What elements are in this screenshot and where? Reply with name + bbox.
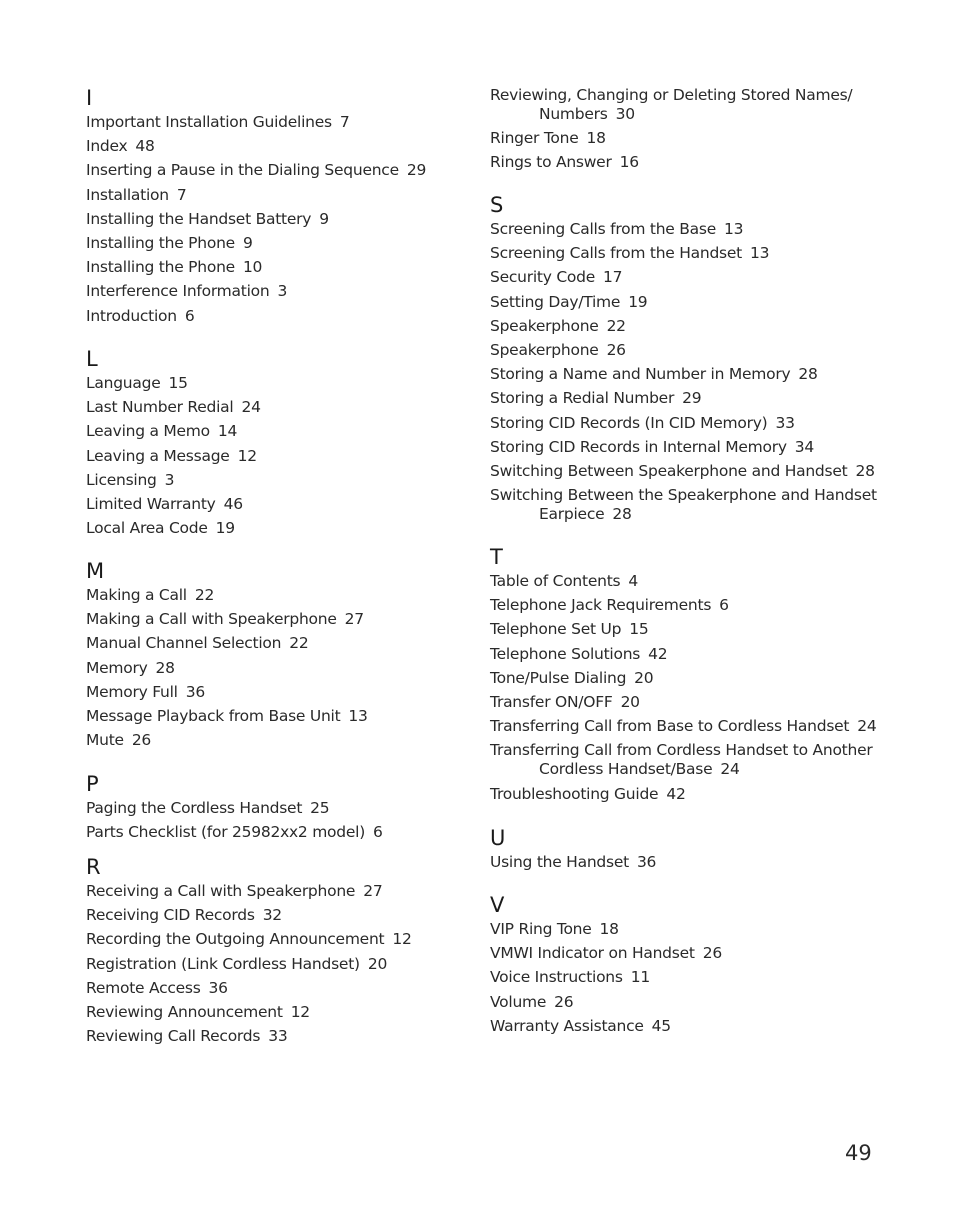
index-entry-topic: Introduction xyxy=(86,306,177,325)
index-entry-topic: Limited Warranty xyxy=(86,494,216,513)
index-entry xyxy=(490,128,852,148)
index-entry-topic: Storing CID Records in Internal Memory xyxy=(490,437,787,456)
index-entry-page: 6 xyxy=(373,823,383,842)
index-entry xyxy=(86,633,368,653)
index-entry-topic: Making a Call with Speakerphone xyxy=(86,610,337,629)
index-entry-page: 36 xyxy=(636,853,657,871)
index-entry-page: 22 xyxy=(606,316,626,335)
index-entry-topic: Remote Access xyxy=(86,978,201,997)
index-entry-continuation xyxy=(490,105,852,124)
index-entry xyxy=(86,798,383,818)
index-entry-topic: Index xyxy=(86,137,128,156)
index-entry xyxy=(490,316,877,336)
index-section-t xyxy=(490,545,877,808)
index-entry-topic: Storing a Redial Number xyxy=(490,389,675,408)
index-entry-page: 20 xyxy=(367,954,388,973)
index-entry-topic: Installing the Phone xyxy=(86,258,235,277)
index-entry xyxy=(86,978,412,998)
index-letter-heading: U xyxy=(490,826,506,850)
index-entry-page: 7 xyxy=(339,113,350,131)
index-entry-page: 25 xyxy=(310,799,330,817)
index-section-p xyxy=(86,772,383,846)
index-entry-page: 10 xyxy=(242,258,263,277)
index-entry xyxy=(86,281,426,301)
index-entry xyxy=(490,219,877,239)
index-entry-topic: Switching Between Speakerphone and Handset xyxy=(490,461,848,480)
index-entry-page: 28 xyxy=(798,365,818,384)
index-entry xyxy=(86,112,426,132)
index-entry-page: 12 xyxy=(392,930,412,949)
index-entry-page: 13 xyxy=(723,220,744,238)
index-entry xyxy=(490,340,877,360)
index-entry-topic: Speakerphone xyxy=(490,316,599,335)
index-entry-topic: Table of Contents xyxy=(490,572,621,590)
index-entry-topic: Local Area Code xyxy=(86,519,208,538)
index-entry-page: 24 xyxy=(857,717,877,736)
index-entry-topic: Registration (Link Cordless Handset) xyxy=(86,954,360,973)
index-entry-page: 4 xyxy=(628,572,638,590)
index-entry xyxy=(490,692,877,712)
index-entry xyxy=(86,730,368,750)
index-section-l xyxy=(86,347,261,542)
index-entry-page: 26 xyxy=(554,992,574,1011)
index-entry-topic: Making a Call xyxy=(86,586,187,604)
index-entry-topic: Receiving a Call with Speakerphone xyxy=(86,882,356,900)
index-entry-page: 28 xyxy=(155,658,175,677)
index-entry xyxy=(490,485,877,524)
index-entry-topic: Voice Instructions xyxy=(490,968,623,987)
index-entry-topic: Rings to Answer xyxy=(490,153,612,172)
index-entry xyxy=(86,1002,412,1022)
index-entry-topic: Leaving a Memo xyxy=(86,422,210,441)
index-entry xyxy=(490,644,877,664)
index-entry-page: 17 xyxy=(603,268,623,287)
index-entry xyxy=(490,992,722,1012)
index-entry-topic: VMWI Indicator on Handset xyxy=(490,944,695,963)
index-entry-continuation-text: Earpiece xyxy=(539,505,605,524)
index-entry-page: 6 xyxy=(719,596,729,615)
index-section-m xyxy=(86,559,368,754)
index-entry-page: 33 xyxy=(268,1027,288,1046)
index-entry-topic: Storing CID Records (In CID Memory) xyxy=(490,413,768,432)
index-entry-topic: Installation xyxy=(86,185,169,204)
index-entry xyxy=(86,585,368,605)
index-entry-page: 15 xyxy=(629,620,649,639)
index-entry-topic: Message Playback from Base Unit xyxy=(86,706,341,725)
index-entry xyxy=(86,373,261,393)
index-section-u xyxy=(490,826,656,876)
index-entry-topic: Interference Information xyxy=(86,282,270,301)
index-entry-topic: Warranty Assistance xyxy=(490,1016,644,1035)
index-entry xyxy=(86,470,261,490)
index-entry-topic: Using the Handset xyxy=(490,853,629,871)
index-entry-topic: Licensing xyxy=(86,470,157,489)
index-entry-page: 48 xyxy=(135,137,155,156)
index-entry xyxy=(86,1026,412,1046)
index-entry-page: 19 xyxy=(628,292,648,311)
index-entry-page: 11 xyxy=(630,968,650,987)
index-entry-topic: Parts Checklist (for 25982xx2 model) xyxy=(86,823,366,842)
index-entry-topic: Inserting a Pause in the Dialing Sequence xyxy=(86,161,399,180)
index-entry-page: 20 xyxy=(620,692,640,711)
index-entry-page: 18 xyxy=(586,129,606,148)
index-entry xyxy=(490,243,877,263)
index-entry xyxy=(490,595,877,615)
index-entry-page: 46 xyxy=(223,494,243,513)
index-entry xyxy=(490,943,722,963)
index-entry xyxy=(86,905,412,925)
index-section-s xyxy=(490,193,877,528)
index-letter-heading: V xyxy=(490,893,505,917)
index-entry-page: 29 xyxy=(406,161,427,180)
index-entry xyxy=(490,85,852,124)
index-entry xyxy=(490,784,877,804)
index-entry-page: 20 xyxy=(634,668,654,687)
index-letter-heading: M xyxy=(86,559,105,583)
index-entry xyxy=(86,136,426,156)
index-entry xyxy=(86,682,368,702)
index-entry xyxy=(86,306,426,326)
index-letter-heading: R xyxy=(86,855,101,879)
index-entry xyxy=(490,1016,722,1036)
index-entry-page: 36 xyxy=(185,682,205,701)
index-entry xyxy=(490,619,877,639)
index-entry-topic: VIP Ring Tone xyxy=(490,920,592,938)
index-entry-page: 36 xyxy=(208,978,228,997)
index-entry xyxy=(86,446,261,466)
index-entry xyxy=(490,267,877,287)
index-entry xyxy=(490,461,877,481)
index-entry-topic: Telephone Solutions xyxy=(490,644,641,663)
index-entry xyxy=(86,954,412,974)
index-entry-page: 7 xyxy=(176,185,187,204)
index-entry-topic: Paging the Cordless Handset xyxy=(86,799,303,817)
index-entry xyxy=(86,658,368,678)
index-entry xyxy=(86,421,261,441)
index-entry-continuation xyxy=(490,505,877,524)
index-entry-page: 42 xyxy=(648,644,668,663)
index-entry-topic: Installing the Handset Battery xyxy=(86,209,312,228)
index-entry-page: 14 xyxy=(217,422,238,441)
index-entry-topic: Reviewing Call Records xyxy=(86,1027,261,1046)
index-entry-topic: Transferring Call from Base to Cordless Handset xyxy=(490,717,850,736)
index-entry xyxy=(490,152,852,172)
index-entry xyxy=(490,852,656,872)
index-entry-page: 9 xyxy=(319,209,329,228)
index-entry-continuation-text: Numbers xyxy=(539,105,608,123)
index-entry-continuation xyxy=(490,760,877,779)
index-entry-topic: Setting Day/Time xyxy=(490,292,621,311)
index-entry xyxy=(490,364,877,384)
index-entry-page: 3 xyxy=(277,282,288,301)
index-entry xyxy=(490,716,877,736)
index-section-v xyxy=(490,893,722,1040)
index-entry-page: 18 xyxy=(599,920,619,938)
index-entry-topic: Transfer ON/OFF xyxy=(490,692,613,711)
index-entry-topic: Installing the Phone xyxy=(86,233,235,252)
index-entry-topic: Security Code xyxy=(490,268,596,287)
index-entry-topic: Important Installation Guidelines xyxy=(86,113,332,131)
index-entry-page: 22 xyxy=(194,586,215,604)
index-section-r xyxy=(86,855,412,1050)
index-entry-page: 24 xyxy=(720,760,740,779)
index-entry-page: 29 xyxy=(682,389,702,408)
index-entry-page: 34 xyxy=(794,437,814,456)
index-entry-page: 33 xyxy=(775,413,795,432)
index-letter-heading: P xyxy=(86,772,99,796)
index-entry-page: 13 xyxy=(750,244,770,263)
index-entry-topic: Receiving CID Records xyxy=(86,906,255,925)
index-entry-topic: Last Number Redial xyxy=(86,398,234,417)
index-entry-page: 27 xyxy=(363,882,383,900)
index-entry xyxy=(86,494,261,514)
index-letter-heading: I xyxy=(86,86,93,110)
index-entry-page: 28 xyxy=(612,505,632,524)
index-entry-page: 28 xyxy=(855,461,875,480)
index-entry-page: 22 xyxy=(289,634,309,653)
index-entry xyxy=(490,668,877,688)
index-entry-topic: Volume xyxy=(490,992,547,1011)
index-entry xyxy=(86,160,426,180)
index-entry-page: 13 xyxy=(348,706,368,725)
index-entry xyxy=(86,257,426,277)
index-entry xyxy=(86,706,368,726)
index-entry xyxy=(490,571,877,591)
index-entry-topic: Reviewing Announcement xyxy=(86,1002,283,1021)
index-entry-page: 15 xyxy=(168,374,188,392)
index-entry xyxy=(86,881,412,901)
index-section-i xyxy=(86,86,426,330)
index-entry-page: 26 xyxy=(131,731,152,750)
index-entry-topic: Storing a Name and Number in Memory xyxy=(490,365,791,384)
index-entry xyxy=(86,233,426,253)
index-entry-page: 24 xyxy=(241,398,261,417)
index-entry-topic: Screening Calls from the Base xyxy=(490,220,716,238)
index-entry-topic: Reviewing, Changing or Deleting Stored Names/ xyxy=(490,86,853,104)
index-entry-topic: Memory xyxy=(86,658,148,677)
index-entry-page: 26 xyxy=(702,944,722,963)
index-entry-page: 12 xyxy=(237,446,257,465)
index-entry xyxy=(490,740,877,779)
index-letter-heading: S xyxy=(490,193,504,217)
index-entry-topic: Screening Calls from the Handset xyxy=(490,244,742,263)
index-entry-page: 6 xyxy=(184,306,195,325)
index-entry-topic: Switching Between the Speakerphone and Handset xyxy=(490,486,877,505)
index-entry-page: 12 xyxy=(290,1002,310,1021)
index-entry-topic: Ringer Tone xyxy=(490,129,579,148)
index-entry xyxy=(86,929,412,949)
index-entry-topic: Transferring Call from Cordless Handset to Another xyxy=(490,741,873,760)
index-entry-page: 9 xyxy=(242,233,253,252)
index-entry xyxy=(86,397,261,417)
index-entry-topic: Leaving a Message xyxy=(86,446,230,465)
index-entry-continuation-text: Cordless Handset/Base xyxy=(539,760,713,779)
index-entry-page: 32 xyxy=(262,906,282,925)
index-entry xyxy=(86,609,368,629)
index-entry-page: 45 xyxy=(651,1016,671,1035)
index-entry-topic: Language xyxy=(86,374,161,392)
index-entry-topic: Recording the Outgoing Announcement xyxy=(86,930,385,949)
index-entry-page: 30 xyxy=(615,105,635,123)
index-letter-heading: L xyxy=(86,347,98,371)
index-entry-page: 26 xyxy=(606,340,626,359)
index-entry-page: 19 xyxy=(215,519,235,538)
index-entry-topic: Troubleshooting Guide xyxy=(490,784,659,803)
index-entry-page: 27 xyxy=(344,610,364,629)
index-entry xyxy=(86,185,426,205)
index-entry xyxy=(490,292,877,312)
index-entry xyxy=(490,413,877,433)
index-entry-page: 3 xyxy=(164,470,175,489)
index-entry-page: 42 xyxy=(666,784,686,803)
index-entry xyxy=(490,437,877,457)
index-letter-heading: T xyxy=(490,545,503,569)
index-entry-topic: Speakerphone xyxy=(490,340,599,359)
index-entry xyxy=(490,388,877,408)
index-entry xyxy=(86,518,261,538)
index-entry-topic: Memory Full xyxy=(86,682,178,701)
index-entry xyxy=(86,209,426,229)
index-entry-topic: Mute xyxy=(86,731,124,750)
index-entry-topic: Telephone Jack Requirements xyxy=(490,596,712,615)
index-entry xyxy=(86,822,383,842)
index-entry xyxy=(490,967,722,987)
index-entry-topic: Telephone Set Up xyxy=(490,620,622,639)
index-entry-topic: Manual Channel Selection xyxy=(86,634,282,653)
page-number: 49 xyxy=(845,1141,872,1165)
index-entry-topic: Tone/Pulse Dialing xyxy=(490,668,627,687)
index-entry-page: 16 xyxy=(619,153,639,172)
index-entry xyxy=(490,919,722,939)
index-section-r-continued xyxy=(490,85,852,177)
